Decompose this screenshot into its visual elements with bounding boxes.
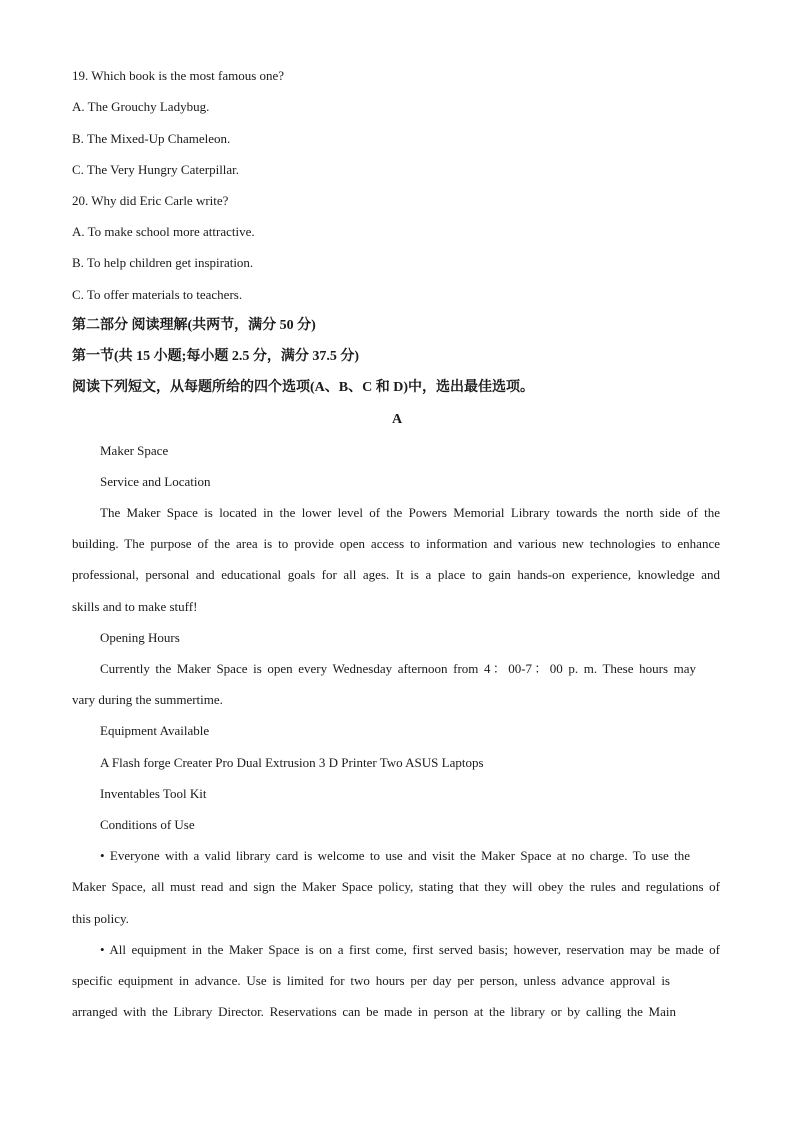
passage-paragraph-line: specific equipment in advance. Use is limited for two hours per day per person, unless advance approval is <box>72 973 670 988</box>
question-20-stem: 20. Why did Eric Carle write? <box>72 193 229 208</box>
question-19-option-b: B. The Mixed-Up Chameleon. <box>72 131 231 146</box>
passage-paragraph-line: Maker Space, all must read and sign the Maker Space policy, stating that they will obey the rules and regulations of <box>72 879 720 894</box>
passage-paragraph-line: professional, personal and educational goals for all ages. It is a place to gain hands-on experience, knowledge and <box>72 567 720 582</box>
passage-heading-service: Service and Location <box>100 474 211 489</box>
question-19-option-c: C. The Very Hungry Caterpillar. <box>72 162 240 177</box>
section-part-heading: 第二部分 阅读理解(共两节，满分 50 分) <box>72 318 316 333</box>
question-20-option-c: C. To offer materials to teachers. <box>72 287 243 302</box>
passage-heading-hours: Opening Hours <box>100 630 180 645</box>
question-20-option-a: A. To make school more attractive. <box>72 224 255 239</box>
passage-paragraph-line: vary during the summertime. <box>72 692 223 707</box>
question-19-option-a: A. The Grouchy Ladybug. <box>72 99 210 114</box>
equipment-item: Inventables Tool Kit <box>100 786 207 801</box>
passage-paragraph-line: building. The purpose of the area is to provide open access to information and various new technologies to enhance <box>72 536 720 551</box>
equipment-item: A Flash forge Creater Pro Dual Extrusion 3 D Printer Two ASUS Laptops <box>100 755 484 770</box>
question-19-stem: 19. Which book is the most famous one? <box>72 68 285 83</box>
passage-paragraph-line: arranged with the Library Director. Reservations can be made in person at the library or by calling the Main <box>72 1004 676 1019</box>
passage-paragraph-line: • Everyone with a valid library card is welcome to use and visit the Maker Space at no charge. To use the <box>100 848 690 863</box>
section-subsection-heading: 第一节(共 15 小题;每小题 2.5 分，满分 37.5 分) <box>72 349 359 364</box>
passage-paragraph-line: Currently the Maker Space is open every Wednesday afternoon from 4：00-7：00 p. m. These hours may <box>100 661 696 676</box>
passage-paragraph-line: • All equipment in the Maker Space is on a first come, first served basis; however, reservation may be made of <box>100 942 720 957</box>
passage-letter: A <box>391 412 403 427</box>
passage-paragraph-line: The Maker Space is located in the lower level of the Powers Memorial Library towards the north side of the <box>100 505 720 520</box>
section-instruction: 阅读下列短文，从每题所给的四个选项(A、B、C 和 D)中，选出最佳选项。 <box>72 380 534 395</box>
passage-title: Maker Space <box>100 443 169 458</box>
passage-heading-conditions: Conditions of Use <box>100 817 195 832</box>
passage-paragraph-line: this policy. <box>72 911 129 926</box>
question-20-option-b: B. To help children get inspiration. <box>72 255 254 270</box>
passage-paragraph-line: skills and to make stuff! <box>72 599 198 614</box>
passage-heading-equipment: Equipment Available <box>100 723 210 738</box>
